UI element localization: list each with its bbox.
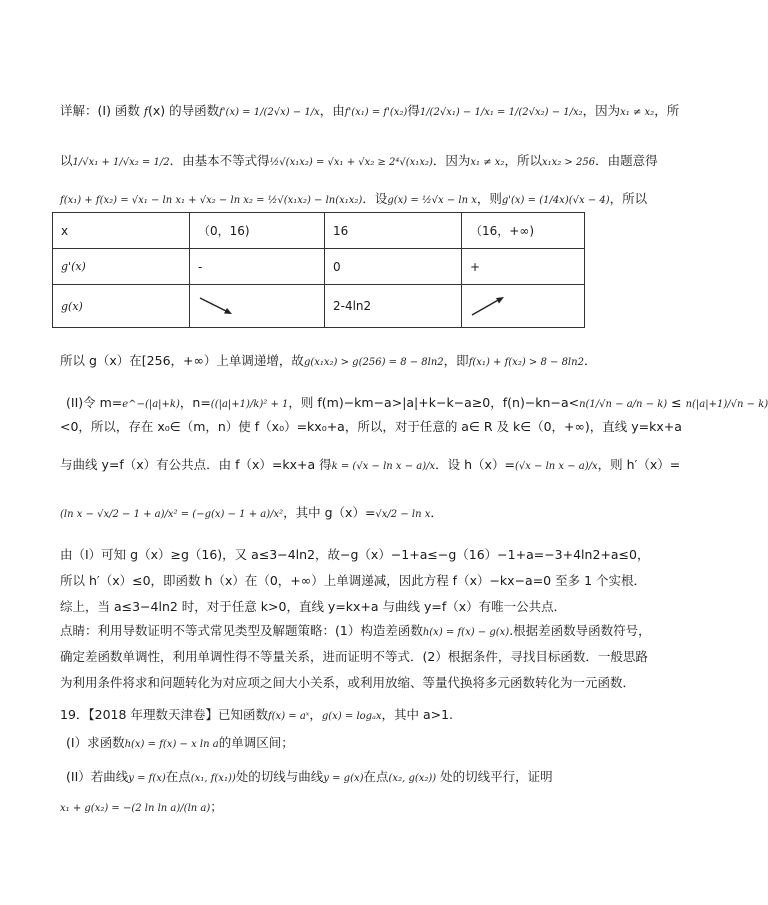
text: 由（I）可知 g（x）≥g（16)，又 a≤3−4ln2，故−g（x）−1+a≤−g（16）−1+a=−3+4ln2+a≤0， — [60, 547, 650, 562]
text: ，所 — [654, 103, 680, 118]
solution-line-11 — [60, 598, 585, 616]
text: ，所以 — [609, 191, 648, 206]
solution-line-6 — [60, 418, 682, 436]
formula: f'(x) = 1/(2√x) − 1/x — [219, 107, 320, 118]
table-row — [53, 285, 585, 328]
formula: (x₂, g(x₂)) — [388, 773, 437, 784]
text: 的单调区间； — [218, 735, 294, 750]
text: ．因为 — [432, 153, 471, 168]
table-row — [53, 249, 585, 285]
text: ．设 h（x）= — [435, 457, 515, 472]
text: ，即 — [443, 353, 469, 368]
formula: 1/√x₁ + 1/√x₂ = 1/2 — [72, 157, 170, 168]
table-cell-increasing — [462, 285, 585, 328]
solution-line-7 — [60, 456, 681, 476]
note-line-2 — [60, 648, 648, 666]
text: <0，所以，存在 x₀∈（m，n）使 f（x₀）=kx₀+a，所以，对于任意的 a∈ R 及 k∈（0，+∞)，直线 y=kx+a — [60, 419, 682, 434]
formula: ½√(x₁x₂) = √x₁ + √x₂ ≥ 2⁴√(x₁x₂) — [269, 157, 433, 168]
formula: x₁ ≠ x₂ — [470, 157, 505, 168]
formula: g(x) = logₐx — [321, 711, 382, 722]
text: ，则 f(m)−km−a>|a|+k−k−a≥0，f(n)−kn−a< — [288, 395, 580, 410]
formula: f'(x₁) = f'(x₂) — [344, 107, 408, 118]
formula: g'(x) = (1/4x)(√x − 4) — [501, 195, 610, 206]
text: 详解：(I) 函数 — [60, 103, 144, 118]
monotonicity-table — [52, 212, 585, 328]
text: 在点 — [165, 769, 191, 784]
formula: g(x) = ½√x − ln x — [387, 195, 477, 206]
table-cell: （0，16) — [190, 213, 325, 249]
formula: y = f(x) — [128, 773, 166, 784]
text: 以 — [60, 153, 73, 168]
note-line-3 — [60, 674, 636, 692]
formula: (ln x − √x/2 − 1 + a)/x² = (−g(x) − 1 + a)/x² — [60, 509, 284, 520]
table-cell: g(x) — [53, 285, 190, 328]
problem-19-part-1 — [66, 734, 591, 754]
text: (II)令 m= — [66, 395, 123, 410]
text: (x) 的导函数 — [147, 103, 220, 118]
arrow-down-right-icon — [198, 294, 236, 318]
formula: f(x₁) + f(x₂) = √x₁ − ln x₁ + √x₂ − ln x₂ = ½√(x₁x₂) − ln(x₁x₂) — [60, 195, 363, 206]
solution-line-10 — [60, 572, 647, 590]
table-cell: g'(x) — [53, 249, 190, 285]
solution-line-5 — [66, 394, 768, 414]
text: ，由 — [319, 103, 345, 118]
text: ． — [430, 505, 443, 520]
text: 确定差函数单调性，利用单调性得不等量关系，进而证明不等式．(2）根据条件，寻找目标函数．一般思路 — [60, 649, 648, 664]
solution-line-1 — [60, 102, 680, 122]
formula: x₁x₂ > 256 — [541, 157, 596, 168]
table-cell: （16，+∞) — [462, 213, 585, 249]
formula: h(x) = f(x) − x ln a — [124, 739, 219, 750]
text: ； — [210, 799, 223, 814]
table-cell: 2-4ln2 — [325, 285, 462, 328]
text: ，则 h′（x）= — [597, 457, 681, 472]
text: 在点 — [363, 769, 389, 784]
text: 处的切线与曲线 — [235, 769, 324, 784]
text: 与曲线 y=f（x）有公共点．由 f（x）=kx+a 得 — [60, 457, 332, 472]
table-cell: + — [462, 249, 585, 285]
formula: f(x₁) + f(x₂) > 8 − 8ln2 — [468, 357, 584, 368]
text: ，其中 a>1. — [381, 707, 454, 722]
text: 所以 g（x）在[256，+∞）上单调递增，故 — [60, 353, 304, 368]
formula: (x₁, f(x₁)) — [190, 773, 236, 784]
problem-19-part-2 — [66, 768, 591, 788]
text: (I）求函数 — [66, 735, 125, 750]
formula: n(|a|+1)/√n − k) — [685, 399, 768, 410]
formula: x₁ ≠ x₂ — [620, 107, 655, 118]
arrow-up-right-icon — [470, 294, 508, 318]
text: 综上，当 a≤3−4ln2 时，对于任意 k>0，直线 y=kx+a 与曲线 y=f（x）有唯一公共点． — [60, 599, 567, 614]
text: ．由基本不等式得 — [169, 153, 270, 168]
formula: y = g(x) — [323, 773, 364, 784]
table-cell-decreasing — [190, 285, 325, 328]
text: ≤ — [667, 395, 686, 410]
text: ．由题意得 — [595, 153, 658, 168]
table-cell: - — [190, 249, 325, 285]
formula: f(x) = aˣ — [267, 711, 310, 722]
problem-19-part-2-formula — [60, 798, 585, 818]
text: 19．【2018 年理数天津卷】已知函数 — [60, 707, 268, 722]
text: ．设 — [362, 191, 388, 206]
formula: e^−(|a|+k) — [122, 399, 180, 410]
formula: x₁ + g(x₂) = −(2 ln ln a)/(ln a) — [60, 803, 211, 814]
solution-line-3 — [60, 190, 648, 210]
formula: 1/(2√x₁) − 1/x₁ = 1/(2√x₂) − 1/x₂ — [419, 107, 583, 118]
text: ． — [583, 353, 597, 368]
table-cell: 16 — [325, 213, 462, 249]
solution-line-8 — [60, 504, 585, 524]
text: ，n= — [179, 395, 211, 410]
text: ，所以 — [504, 153, 542, 168]
note-line-1 — [60, 622, 651, 642]
text: 得 — [407, 103, 420, 118]
solution-line-9 — [60, 546, 650, 564]
var: f — [143, 105, 148, 118]
table-row — [53, 213, 585, 249]
solution-line-4 — [60, 352, 597, 372]
text: ，则 — [476, 191, 502, 206]
text: 所以 h′（x）≤0，即函数 h（x）在（0，+∞）上单调递减，因此方程 f（x）−kx−a=0 至多 1 个实根． — [60, 573, 647, 588]
formula: n(1/√n − a/n − k) — [579, 399, 668, 410]
text: ，其中 g（x）= — [283, 505, 376, 520]
formula: ((|a|+1)/k)² + 1 — [210, 399, 289, 410]
solution-line-2 — [60, 152, 658, 172]
text: .根据差函数导函数符号， — [509, 623, 651, 638]
text: 为利用条件将求和问题转化为对应项之间大小关系，或利用放缩、等量代换将多元函数转化为一元函数． — [60, 675, 636, 690]
table-cell: 0 — [325, 249, 462, 285]
formula: g(x₁x₂) > g(256) = 8 − 8ln2 — [303, 357, 444, 368]
table-cell: x — [53, 213, 190, 249]
text: 点睛：利用导数证明不等式常见类型及解题策略：(1）构造差函数 — [60, 623, 423, 638]
text: 处的切线平行，证明 — [436, 769, 553, 784]
formula: √x/2 − ln x — [375, 509, 431, 520]
formula: (√x − ln x − a)/x — [514, 461, 598, 472]
text: ，因为 — [582, 103, 621, 118]
problem-19-title — [60, 706, 585, 726]
formula: h(x) = f(x) − g(x) — [422, 627, 510, 638]
text: (II）若曲线 — [66, 769, 129, 784]
text: ， — [309, 707, 322, 722]
formula: k = (√x − ln x − a)/x — [331, 461, 436, 472]
